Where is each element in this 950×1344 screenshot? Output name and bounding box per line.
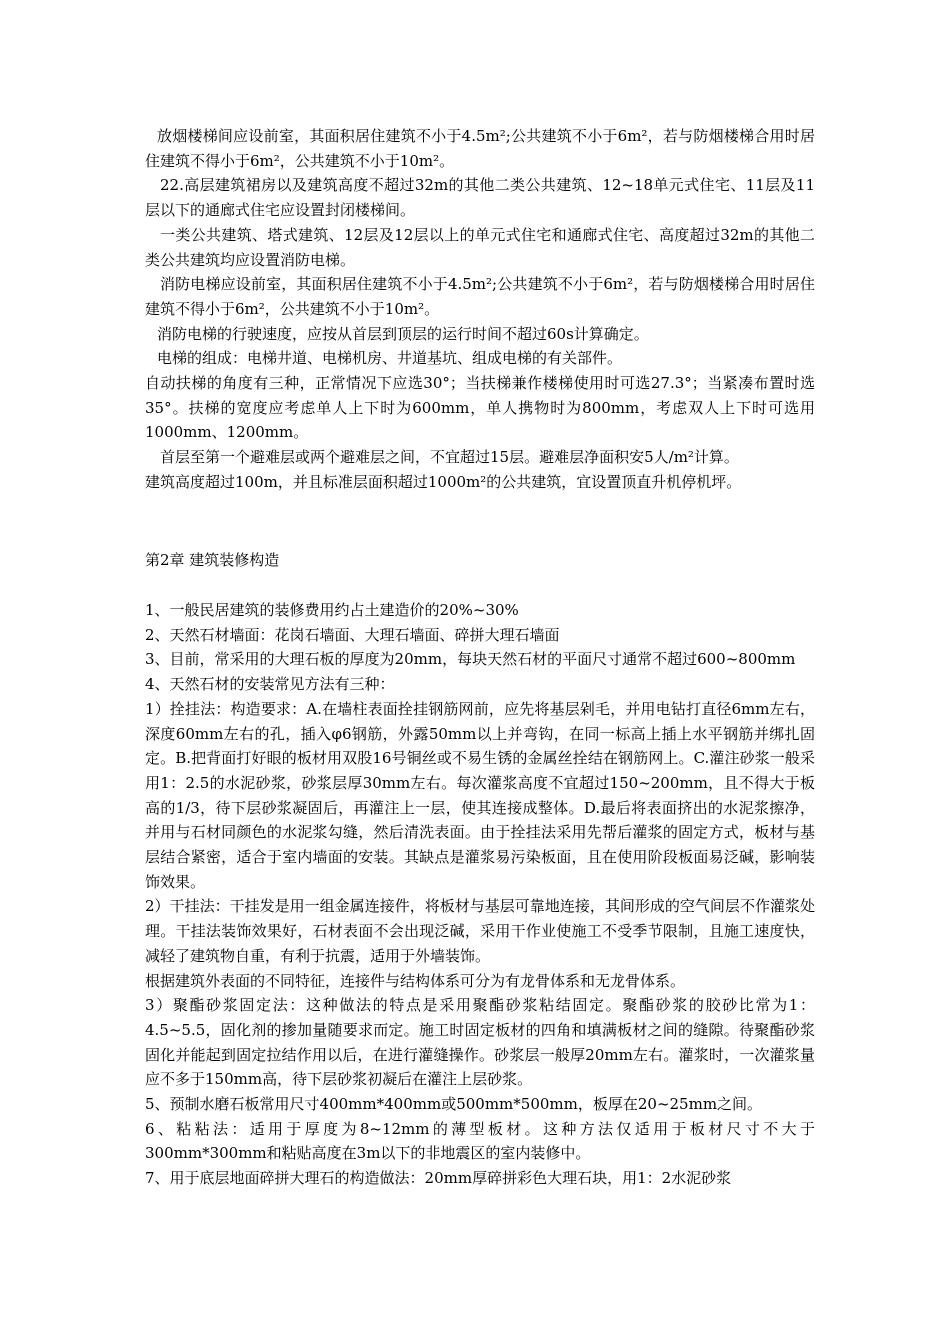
- paragraph: 建筑高度超过100m，并且标准层面积超过1000m²的公共建筑，宜设置顶直升机停机坪。: [145, 472, 742, 491]
- list-item: 3）聚酯砂浆固定法：这种做法的特点是采用聚酯砂浆粘结固定。聚酯砂浆的胶砂比常为1：4.5~5.5，固化剂的掺加量随要求而定。施工时固定板材的四角和填满板材之间的缝隙。待聚酯砂浆固化并能起到固定拉结作用以后，在进行灌缝操作。砂浆层一般厚20mm左右。灌浆时，一次灌浆量应不多于150mm高，待下层砂浆初凝后在灌注上层砂浆。: [145, 996, 815, 1089]
- list-item: 7、用于底层地面碎拼大理石的构造做法：20mm厚碎拼彩色大理石块，用1：2水泥砂浆: [145, 1169, 732, 1188]
- list-item: 3、目前，常采用的大理石板的厚度为20mm，每块天然石材的平面尺寸通常不超过600~800mm: [145, 650, 796, 669]
- chapter-heading-block: [145, 548, 815, 572]
- list-item: 6、粘粘法：适用于厚度为8~12mm的薄型板材。这种方法仅适用于板材尺寸不大于300mm*300mm和粘贴高度在3m以下的非地震区的室内装修中。: [145, 1119, 815, 1163]
- paragraph: 一类公共建筑、塔式建筑、12层及12层以上的单元式住宅和通廊式住宅、高度超过32m的其他二类公共建筑均应设置消防电梯。: [145, 225, 815, 269]
- list-item: 4、天然石材的安装常见方法有三种：: [145, 675, 395, 694]
- paragraph: 消防电梯应设前室，其面积居住建筑不小于4.5m²;公共建筑不小于6m²，若与防烟楼梯合用时居住建筑不得小于6m²，公共建筑不小于10m²。: [145, 275, 815, 318]
- paragraph: 自动扶梯的角度有三种，正常情况下应选30°；当扶梯兼作楼梯使用时可选27.3°；当紧凑布置时选35°。扶梯的宽度应考虑单人上下时为600mm，单人携物时为800mm，考虑双人上下时可选用1000mm、1200mm。: [145, 374, 815, 442]
- paragraph: 放烟楼梯间应设前室，其面积居住建筑不小于4.5m²;公共建筑不小于6m²，若与防烟楼梯合用时居住建筑不得小于6m²，公共建筑不小于10m²。: [145, 127, 815, 170]
- list-item: 2）干挂法：干挂发是用一组金属连接件，将板材与基层可靠地连接，其间形成的空气间层不作灌浆处理。干挂法装饰效果好，石材表面不会出现泛碱，采用干作业使施工不受季节限制，且施工速度快，减轻了建筑物自重，有利于抗震，适用于外墙装饰。: [145, 897, 815, 965]
- list-item: 1、一般民居建筑的装修费用约占土建造价的20%~30%: [145, 601, 519, 619]
- paragraph: 22.高层建筑裙房以及建筑高度不超过32m的其他二类公共建筑、12~18单元式住宅、11层及11层以下的通廊式住宅应设置封闭楼梯间。: [145, 176, 815, 220]
- paragraph: 消防电梯的行驶速度，应按从首层到顶层的运行时间不超过60s计算确定。: [157, 324, 649, 343]
- paragraph: 首层至第一个避难层或两个避难层之间，不宜超过15层。避难层净面积安5人/m²计算。: [160, 448, 739, 467]
- list-item: 2、天然石材墙面：花岗石墙面、大理石墙面、碎拼大理石墙面: [145, 625, 560, 644]
- list-item: 根据建筑外表面的不同特征，连接件与结构体系可分为有龙骨体系和无龙骨体系。: [145, 971, 686, 990]
- text-block-decoration: [145, 598, 815, 1191]
- list-item: 1）拴挂法：构造要求：A.在墙柱表面拴挂钢筋网前，应先将基层剁毛，并用电钻打直径6mm左右，深度60mm左右的孔，插入φ6钢筋，外露50mm以上并弯钩，在同一标高上插上水平钢筋并绑扎固定。B.把背面打好眼的板材用双股16号铜丝或不易生锈的金属丝拴结在钢筋网上。C.灌注砂浆一般采用1：2.5的水泥砂浆，砂浆层厚30mm左右。每次灌浆高度不宜超过150~200mm，且不得大于板高的1/3，待下层砂浆凝固后，再灌注上一层，使其连接成整体。D.最后将表面挤出的水泥浆擦净，并用与石材同颜色的水泥浆勾缝，然后清洗表面。由于拴挂法采用先帮后灌浆的固定方式，板材与基层结合紧密，适合于室内墙面的安装。其缺点是灌浆易污染板面，且在使用阶段板面易泛碱，影响装饰效果。: [145, 699, 815, 891]
- chapter-title: 第2章 建筑装修构造: [145, 551, 280, 569]
- text-block-fire-stairs: [145, 124, 815, 495]
- list-item: 5、预制水磨石板常用尺寸400mm*400mm或500mm*500mm，板厚在20~25mm之间。: [145, 1095, 763, 1114]
- paragraph: 电梯的组成：电梯井道、电梯机房、井道基坑、组成电梯的有关部件。: [157, 349, 623, 368]
